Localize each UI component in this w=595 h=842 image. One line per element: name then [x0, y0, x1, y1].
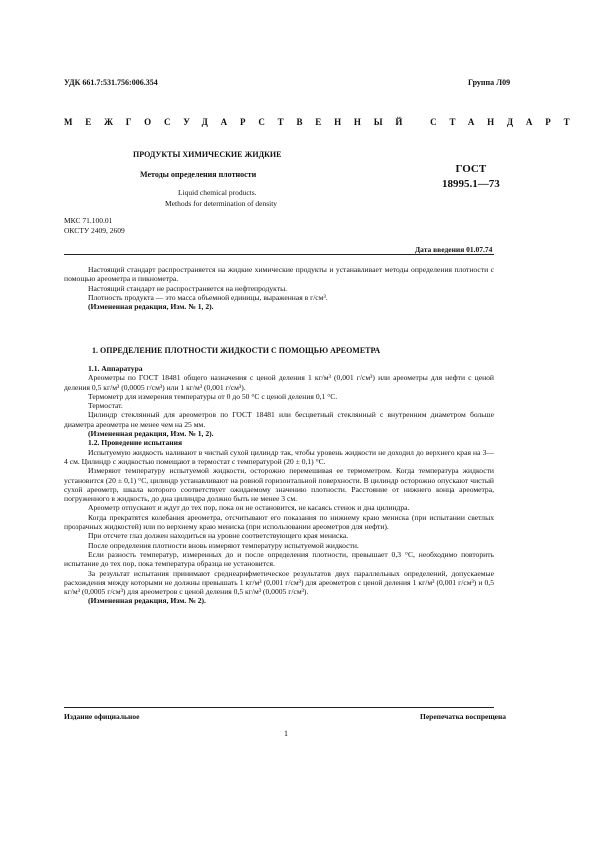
standard-banner: МЕЖГОСУДАРСТВЕННЫЙ СТАНДАРТ — [64, 117, 583, 127]
subsection-title: 1.1. Аппаратура — [88, 364, 143, 373]
body-paragraph: После определения плотности вновь измеряют температуру испытуемой жидкости. — [88, 540, 359, 550]
official-edition-note: Издание официальное — [64, 712, 140, 721]
intro-paragraph: Настоящий стандарт распространяется на жидкие химические продукты и устанавливает методы определения плотности с помощью ареометра и пикнометра. — [64, 265, 494, 284]
gost-designation — [442, 162, 500, 192]
section-body — [64, 364, 494, 606]
effective-date: Дата введения 01.07.74 — [415, 245, 493, 254]
reprint-prohibited-note: Перепечатка воспрещена — [420, 712, 507, 721]
gost-label: ГОСТ — [455, 163, 487, 175]
intro-block — [64, 265, 494, 311]
okstu-code: ОКСТУ 2409, 2609 — [64, 226, 125, 235]
body-paragraph: При отсчете глаз должен находиться на уровне соответствующего края мениска. — [88, 531, 349, 541]
body-paragraph: Термостат. — [88, 401, 123, 411]
section-heading: 1. ОПРЕДЕЛЕНИЕ ПЛОТНОСТИ ЖИДКОСТИ С ПОМОЩЬЮ АРЕОМЕТРА — [92, 346, 381, 355]
change-note: (Измененная редакция, Изм. № 1, 2). — [88, 429, 214, 439]
body-paragraph: Измеряют температуру испытуемой жидкости, осторожно перемешивая ее термометром. Когда температура жидкости установится (20 ± 0,1) °С, цилиндр устанавливают на ровной горизонтальной поверхности. В цилиндр осторожно опускают чистый сухой ареометр, шкала которого соответствует ожидаемому значению плотности. Расстояние от нижнего конца ареометра, погруженного в жидкость, до дна цилиндра должно быть не менее 3 см. — [64, 466, 494, 504]
english-subtitle: Methods for determination of density — [165, 199, 278, 208]
group-code: Группа Л09 — [468, 78, 511, 87]
body-paragraph: Когда прекратятся колебания ареометра, отсчитывают его показания по нижнему краю мениска (при испытании светлых прозрачных жидкостей) или по верхнему краю мениска (при использовании ареометров для нефти). — [64, 512, 494, 532]
body-paragraph: Если разность температур, измеренных до и после определения плотности, превышает 0,3 °С, необходимо повторить испытание до тех пор, пока температура образца не установится. — [64, 549, 494, 569]
intro-paragraph: Плотность продукта — это масса объемной единицы, выраженная в г/см³. — [88, 292, 328, 302]
body-paragraph: Цилиндр стеклянный для ареометров по ГОСТ 18481 или бесцветный стеклянный с внутренним диаметром больше диаметра ареометра не менее чем на 25 мм. — [64, 410, 494, 429]
document-title: ПРОДУКТЫ ХИМИЧЕСКИЕ ЖИДКИЕ — [133, 150, 282, 159]
mks-code: МКС 71.100.01 — [64, 216, 113, 225]
udk-code: УДК 661.7:531.756:006.354 — [64, 78, 158, 87]
page-number: 1 — [284, 729, 288, 738]
subsection-title: 1.2. Проведение испытания — [88, 438, 183, 448]
body-paragraph: За результат испытания принимают среднеарифметическое результатов двух параллельных определений, допускаемые расхождения между которыми не должны превышать 1 кг/м³ (0,001 г/см³) для ареометров с ценой деления 1 кг/м³ (0,001 г/см³) и 0,5 кг/м³ (0,0005 г/см³) для ареометров с ценой деления 0,5 кг/м³ (0,0005 г/см³). — [64, 568, 494, 597]
change-note: (Измененная редакция, Изм. № 1, 2). — [88, 302, 214, 312]
gost-number: 18995.1—73 — [442, 178, 500, 190]
body-paragraph: Ареометр отпускают и ждут до тех пор, пока он не остановится, не касаясь стенок и дна цилиндра. — [88, 503, 410, 513]
intro-paragraph: Настоящий стандарт не распространяется на нефтепродукты. — [88, 283, 288, 293]
body-paragraph: Испытуемую жидкость наливают в чистый сухой цилиндр так, чтобы уровень жидкости не доходил до верхнего края на 3—4 см. Цилиндр с жидкостью помещают в термостат с температурой (20 ± 0,1) °С. — [64, 447, 494, 466]
change-note: (Измененная редакция, Изм. № 2). — [88, 596, 206, 606]
english-title: Liquid chemical products. — [178, 188, 257, 197]
document-subtitle: Методы определения плотности — [140, 170, 257, 179]
body-paragraph: Термометр для измерения температуры от 0 до 50 °С с ценой деления 0,1 °С. — [88, 391, 338, 401]
body-paragraph: Ареометры по ГОСТ 18481 общего назначения с ценой деления 1 кг/м³ (0,001 г/см³) или ареометры для нефти с ценой деления 0,5 кг/м³ (0,0005 г/см³) или 1 кг/м³ (0,001 г/см³). — [64, 373, 494, 392]
footer-divider — [64, 707, 494, 708]
header-divider — [64, 254, 494, 255]
